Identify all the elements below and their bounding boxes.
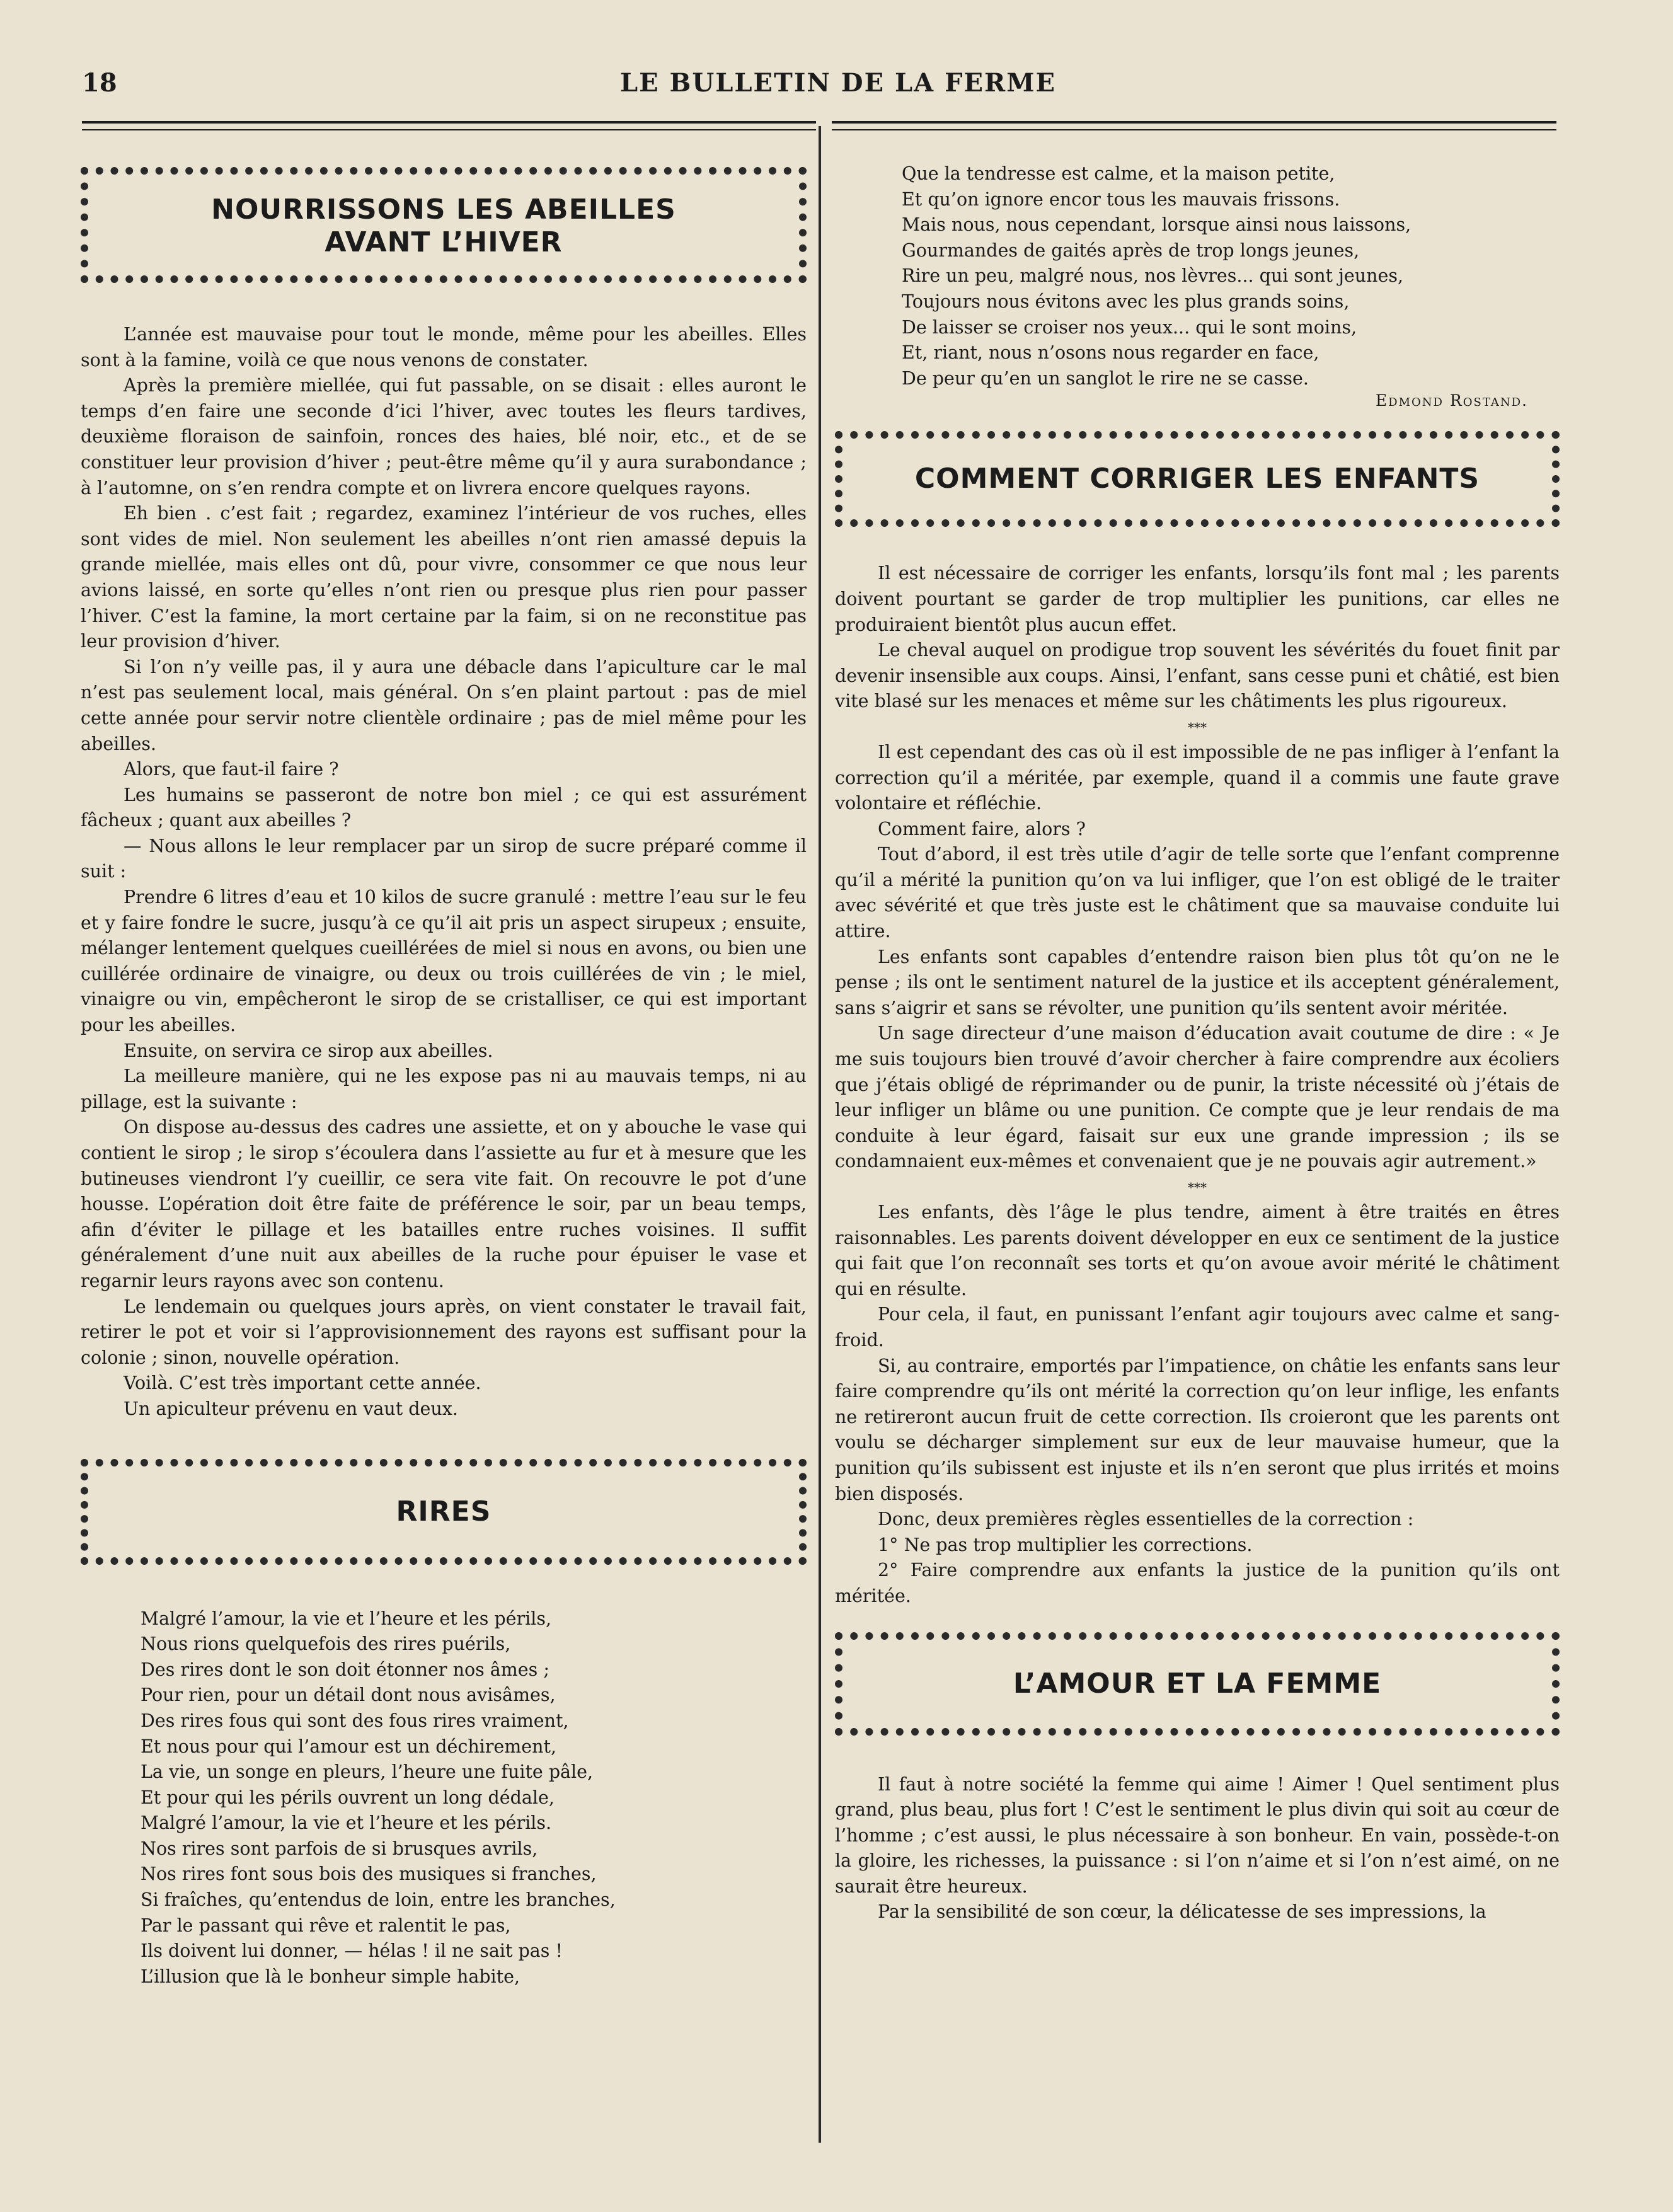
poem-line: Malgré l’amour, la vie et l’heure et les périls, xyxy=(141,1608,552,1629)
article-enfants xyxy=(835,561,1560,1609)
paragraph: Eh bien . c’est fait ; regardez, examinez l’intérieur de vos ruches, elles sont vides de miel. Non seulement les abeilles n’ont rien amassé depuis la grande miellée, mais elles ont dû, pour vivre, consommer ce que nous leur avions laissé, en sorte qu’elles n’ont rien ou presque plus rien pour passer l’hiver. C’est la famine, la mort certaine par la faim, si on ne reconstitue pas leur provision d’hiver. xyxy=(81,503,807,652)
poem-line: De peur qu’en un sanglot le rire ne se casse. xyxy=(902,367,1309,389)
section-separator: *** xyxy=(1188,1180,1207,1195)
poem-author: Edmond Rostand. xyxy=(1375,391,1528,410)
paragraph: Un sage directeur d’une maison d’éducation avait coutume de dire : « Je me suis toujours bien trouvé d’avoir chercher à faire comprendre aux écoliers que j’étais obligé de réprimander ou de punir, la triste nécessité où j’étais de leur infliger un blâme ou une punition. Ce compte que je leur rendais de ma conduite à leur égard, faisait sur eux une grande impression ; ils se condamnaient eux-mêmes et convenaient que je ne pouvais agir autrement.» xyxy=(835,1023,1560,1172)
paragraph: Après la première miellée, qui fut passable, on se disait : elles auront le temps d’en faire une seconde d’ici l’hiver, avec toutes les fleurs tardives, deuxième floraison de sainfoin, ronces des haies, blé noir, etc., et de se constituer leur provision d’hiver ; peut-être même qu’il y aura surabondance ; à l’automne, on s’en rendra compte et on livrera encore quelques rayons. xyxy=(81,375,807,498)
paragraph: Tout d’abord, il est très utile d’agir de telle sorte que l’enfant comprenne qu’il a mérité la punition qu’on va lui infliger, que l’on est obligé de le traiter avec sévérité et que très juste est le châtiment que sa mauvaise conduite lui attire. xyxy=(835,844,1560,942)
poem-line: Par le passant qui rêve et ralentit le pas, xyxy=(141,1915,511,1936)
paragraph: Si, au contraire, emportés par l’impatience, on châtie les enfants sans leur faire comprendre qu’ils ont mérité la correction qu’on leur inflige, les enfants ne retireront aucun fruit de cette correction. Ils croieront que les parents ont voulu se décharger simplement sur eux de leur mauvaise humeur, que la punition qu’ils subissent est injuste et ils n’en seront que plus irrités et moins bien disposés. xyxy=(835,1355,1560,1504)
paragraph: Pour cela, il faut, en punissant l’enfant agir toujours avec calme et sang-froid. xyxy=(835,1304,1560,1351)
paragraph: Il faut à notre société la femme qui aime ! Aimer ! Quel sentiment plus grand, plus beau, plus fort ! C’est le sentiment le plus divin qui soit au cœur de l’homme ; c’est aussi, le plus nécessaire à son bonheur. En vain, possède-t-on la gloire, les richesses, la puissance : si l’on n’aime et si l’on n’est aimé, on ne saurait être heureux. xyxy=(835,1773,1560,1897)
poem-line: Des rires dont le son doit étonner nos âmes ; xyxy=(141,1659,549,1680)
left-column xyxy=(81,151,807,1990)
article-abeilles xyxy=(81,322,807,1422)
banner-enfants xyxy=(835,431,1560,527)
paragraph: On dispose au-dessus des cadres une assiette, et on y abouche le vase qui contient le sirop ; le sirop s’écoulera dans l’assiette au fur et à mesure que les butineuses viendront l’y cueillir, ce sera vite fait. On recouvre le pot d’une housse. L’opération doit être faite de préférence le soir, par un beau temps, afin d’éviter le pillage et les batailles entre ruches voisines. Il suffit généralement d’une nuit aux abeilles de la ruche pour épuiser le vase et regarnir leurs rayons avec son contenu. xyxy=(81,1117,807,1291)
running-title: LE BULLETIN DE LA FERME xyxy=(619,68,1056,98)
header-rule-left xyxy=(82,121,816,130)
header-rule-right xyxy=(832,121,1556,130)
article-title: COMMENT CORRIGER LES ENFANTS xyxy=(914,463,1480,495)
poem-rires-continued xyxy=(902,161,1560,391)
paragraph: 2° Faire comprendre aux enfants la justice de la punition qu’ils ont méritée. xyxy=(835,1560,1560,1606)
paragraph: Le cheval auquel on prodigue trop souvent les sévérités du fouet finit par devenir insensible aux coups. Ainsi, l’enfant, sans cesse puni et châtié, est bien vite blasé sur les menaces et même sur les châtiments les plus rigoureux. xyxy=(835,640,1560,712)
poem-line: Des rires fous qui sont des fous rires vraiment, xyxy=(141,1710,569,1731)
poem-rires xyxy=(141,1606,807,1990)
poem-line: Et qu’on ignore encor tous les mauvais frissons. xyxy=(902,188,1340,210)
poem-line: Rire un peu, malgré nous, nos lèvres... qui sont jeunes, xyxy=(902,265,1404,287)
poem-line: De laisser se croiser nos yeux... qui le sont moins, xyxy=(902,316,1357,338)
banner-amour xyxy=(835,1632,1560,1736)
poem-line: Et, riant, nous n’osons nous regarder en face, xyxy=(902,342,1319,364)
article-title: L’AMOUR ET LA FEMME xyxy=(1013,1667,1382,1700)
paragraph: Prendre 6 litres d’eau et 10 kilos de sucre granulé : mettre l’eau sur le feu et y faire fondre le sucre, jusqu’à ce qu’il ait pris un aspect sirupeux ; ensuite, mélanger lentement quelques cueillérées de miel si nous en avons, ou bien une cuillérée ordinaire de vinaigre, ou deux ou trois cuillérées de vin ; le miel, vinaigre ou vin, empêcheront le sirop de se cristalliser, ce qui est important pour les abeilles. xyxy=(81,887,807,1036)
poem-line: Que la tendresse est calme, et la maison petite, xyxy=(902,163,1335,184)
poem-line: Et nous pour qui l’amour est un déchirement, xyxy=(141,1736,557,1757)
article-title-line1: NOURRISSONS LES ABEILLES xyxy=(211,193,676,226)
paragraph: Si l’on n’y veille pas, il y aura une débacle dans l’apiculture car le mal n’est pas seulement local, mais général. On s’en plaint partout : pas de miel cette année pour servir notre clientèle ordinaire ; pas de miel même pour les abeilles. xyxy=(81,656,807,754)
paragraph: Voilà. C’est très important cette année. xyxy=(124,1373,481,1394)
poem-line: Si fraîches, qu’entendus de loin, entre les branches, xyxy=(141,1889,616,1911)
poem-line: Toujours nous évitons avec les plus grands soins, xyxy=(902,291,1350,312)
paragraph: Par la sensibilité de son cœur, la délicatesse de ses impressions, la xyxy=(878,1901,1486,1923)
poem-line: Pour rien, pour un détail dont nous avisâmes, xyxy=(141,1685,556,1706)
article-title-line2: AVANT L’HIVER xyxy=(325,226,563,258)
paragraph: Il est nécessaire de corriger les enfants, lorsqu’ils font mal ; les parents doivent pourtant se garder de trop multiplier les punitions, car elles ne produiraient bientôt plus aucun effet. xyxy=(835,563,1560,635)
column-divider xyxy=(819,126,821,2143)
right-column xyxy=(835,161,1560,1925)
poem-line: Et pour qui les périls ouvrent un long dédale, xyxy=(141,1787,555,1808)
paragraph: Un apiculteur prévenu en vaut deux. xyxy=(124,1398,458,1419)
paragraph: Donc, deux premières règles essentielles de la correction : xyxy=(878,1509,1414,1530)
paragraph: Il est cependant des cas où il est impossible de ne pas infliger à l’enfant la correction qu’il a méritée, par exemple, quand il a commis une faute grave volontaire et réfléchie. xyxy=(835,741,1560,814)
paragraph: — Nous allons le leur remplacer par un sirop de sucre préparé comme il suit : xyxy=(81,835,807,882)
paragraph: Alors, que faut-il faire ? xyxy=(124,759,339,780)
poem-line: La vie, un songe en pleurs, l’heure une fuite pâle, xyxy=(141,1761,594,1783)
article-amour xyxy=(835,1772,1560,1926)
poem-line: Mais nous, nous cependant, lorsque ainsi nous laissons, xyxy=(902,214,1411,236)
poem-line: Ils doivent lui donner, — hélas ! il ne sait pas ! xyxy=(141,1940,563,1962)
paragraph: La meilleure manière, qui ne les expose pas ni au mauvais temps, ni au pillage, est la suivante : xyxy=(81,1066,807,1112)
section-separator: *** xyxy=(1188,719,1207,735)
poem-line: L’illusion que là le bonheur simple habite, xyxy=(141,1966,520,1987)
page-header xyxy=(82,68,1594,106)
poem-line: Nos rires font sous bois des musiques si franches, xyxy=(141,1863,597,1885)
paragraph: Les humains se passeront de notre bon miel ; ce qui est assurément fâcheux ; quant aux abeilles ? xyxy=(81,784,807,831)
article-title: RIRES xyxy=(396,1495,492,1528)
paragraph: Les enfants sont capables d’entendre raison bien plus tôt qu’on ne le pense ; ils ont le sentiment naturel de la justice et ils acceptent généralement, sans s’aigrir et sans se révolter, une punition qu’ils sentent avoir méritée. xyxy=(835,946,1560,1018)
paragraph: L’année est mauvaise pour tout le monde, même pour les abeilles. Elles sont à la famine, voilà ce que nous venons de constater. xyxy=(81,324,807,371)
poem-line: Gourmandes de gaités après de trop longs jeunes, xyxy=(902,239,1360,261)
paragraph: Les enfants, dès l’âge le plus tendre, aiment à être traités en êtres raisonnables. Les parents doivent développer en eux ce sentiment de la justice qui fait que l’on reconnaît ses torts et qu’on avoue avoir mérité le châtiment qui en résulte. xyxy=(835,1202,1560,1299)
banner-rires xyxy=(81,1459,807,1565)
page-number: 18 xyxy=(82,68,117,98)
paragraph: Comment faire, alors ? xyxy=(878,818,1086,839)
poem-line: Nous rions quelquefois des rires puérils, xyxy=(141,1633,511,1655)
banner-abeilles xyxy=(81,167,807,283)
paragraph: 1° Ne pas trop multiplier les corrections. xyxy=(878,1534,1253,1555)
poem-line: Malgré l’amour, la vie et l’heure et les périls. xyxy=(141,1812,552,1834)
paragraph: Le lendemain ou quelques jours après, on vient constater le travail fait, retirer le pot et voir si l’approvisionnement des rayons est suffisant pour la colonie ; sinon, nouvelle opération. xyxy=(81,1296,807,1368)
paragraph: Ensuite, on servira ce sirop aux abeilles. xyxy=(124,1040,493,1061)
poem-line: Nos rires sont parfois de si brusques avrils, xyxy=(141,1838,538,1859)
